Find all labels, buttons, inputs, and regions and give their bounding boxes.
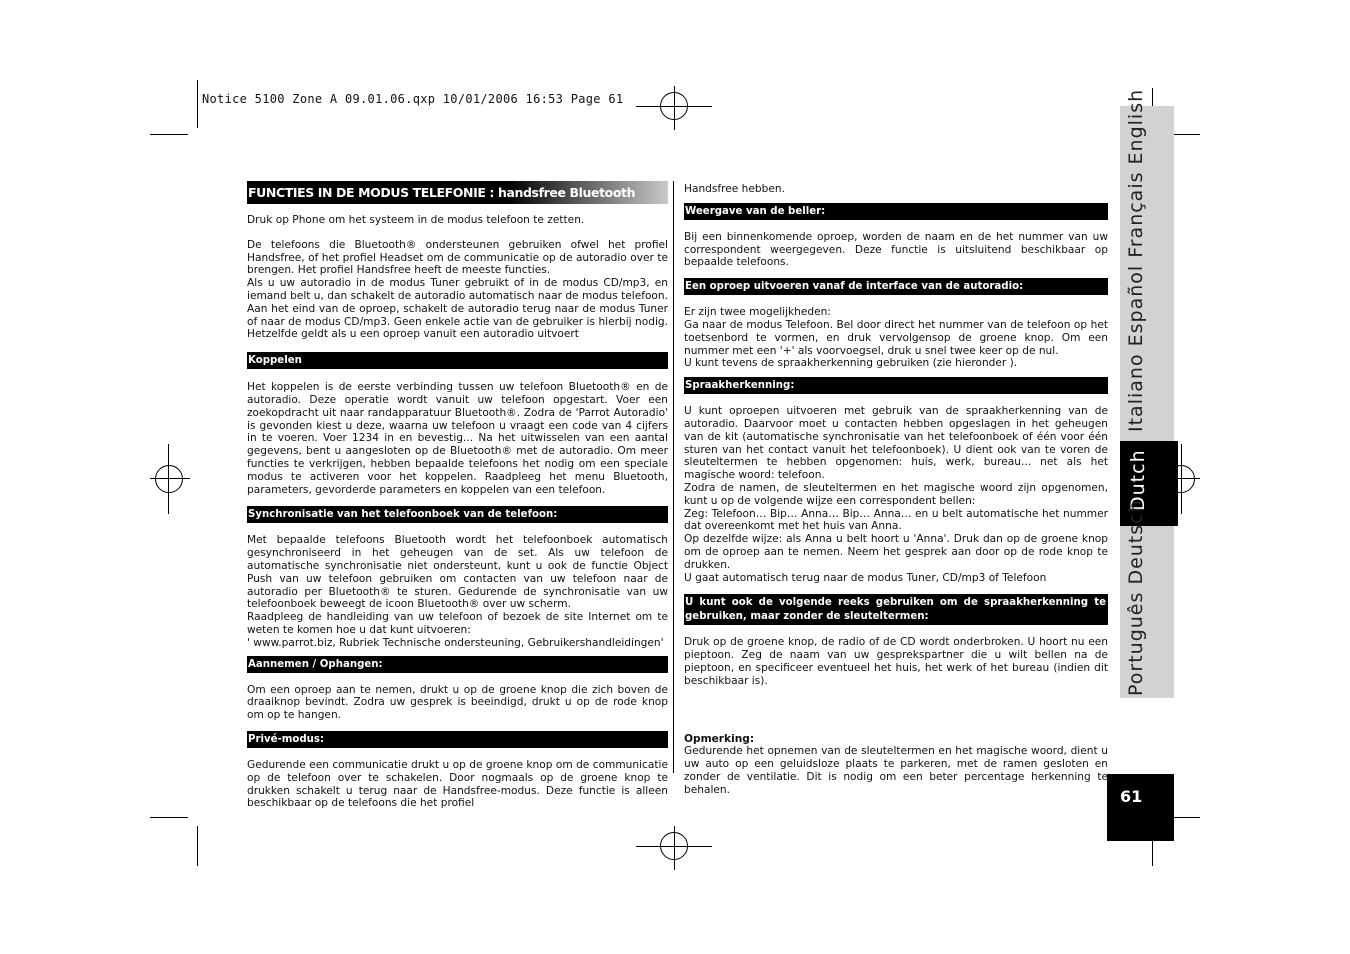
profiles-text: De telefoons die Bluetooth® ondersteunen gebruiken ofwel het profiel Handsfree, of het profiel Headset om de communicatie op de autoradio over te brengen. Het profiel Handsfree heeft de meeste functies. bbox=[247, 238, 668, 277]
crop-mark bbox=[197, 80, 198, 128]
heading-sync: Synchronisatie van het telefoonboek van de telefoon: bbox=[247, 506, 668, 523]
heading-call: Een oproep uitvoeren vanaf de interface van de autoradio: bbox=[684, 278, 1108, 295]
answer-text: Om een oproep aan te nemen, drukt u op de groene knop die zich boven de draaiknop bevindt. Zodra uw gesprek is beeindigd, drukt u op de rode knop om op te hangen. bbox=[247, 683, 668, 722]
call-text-3: U kunt tevens de spraakherkenning gebruiken (zie hieronder ). bbox=[684, 357, 1018, 370]
continuation-text: Handsfree hebben. bbox=[684, 183, 785, 195]
koppelen-text: Het koppelen is de eerste verbinding tussen uw telefoon Bluetooth® en de autoradio. Deze operatie wordt vanuit uw telefoon opgestart. Voer een zoekopdracht uit naar randapparatuur Bluetooth®. Zodra de 'Parrot Autoradio' is gevonden kiest u deze, waarna uw telefoon u vraagt een code van 4 cijfers in te voeren. Voer 1234 in en bevestig... Na het uitwisselen van een aantal gegevens, bent u aangesloten op de Bluetooth® met de autoradio. Om meer functies te verkrijgen, hebben bepaalde telefoons het nodig om een speciale modus te activeren voor het koppelen. Raadpleeg het menu Bluetooth, parameters, gevorderde parameters en koppelen van een telefoon. bbox=[247, 381, 668, 496]
crop-mark bbox=[150, 817, 188, 818]
voice-text-2: Zodra de namen, de sleuteltermen en het magische woord zijn opgenomen, kunt u op de volgende wijze een correspondent bellen: bbox=[684, 481, 1108, 507]
sync-text: Met bepaalde telefoons Bluetooth wordt het telefoonboek automatisch gesynchroniseerd in het geheugen van de set. Als uw telefoon de automatische synchronisatie niet ondersteunt, kunt u ook de functie Object Push van uw telefoon gebruiken om contacten van uw telefoon naar de autoradio per Bluetooth® te sturen. Gedurende de synchronisatie van uw telefoonboek beweegt de icoon Bluetooth® over uw scherm. bbox=[247, 534, 668, 611]
tuner-text: Als u uw autoradio in de modus Tuner gebruikt of in de modus CD/mp3, en iemand belt u, dan schakelt de autoradio automatisch naar de modus telefoon. Aan het eind van de oproep, schakelt de autoradio terug naar de modus Tuner of naar de modus CD/mp3. Geen enkele actie van de gebruiker is hierbij nodig. Hetzelfde geldt als u een oproep vanuit een autoradio uitvoert bbox=[247, 277, 668, 341]
intro-text: Druk op Phone om het systeem in de modus telefoon te zetten. bbox=[247, 214, 585, 226]
left-column bbox=[247, 181, 668, 810]
heading-answer: Aannemen / Ophangen: bbox=[247, 656, 668, 673]
voice-text-3: Zeg: Telefoon… Bip… Anna… Bip… Anna… en u belt automatische het nummer dat overeenkomt met het huis van Anna. bbox=[684, 507, 1108, 533]
sequence-text: Druk op de groene knop, de radio of de CD wordt onderbroken. U hoort nu een pieptoon. Zeg de naam van uw gesprekspartner die u wilt bellen na de pieptoon, en specificeer eventueel het huis, het werk of het bureau (indien dit beschikbaar is). bbox=[684, 636, 1108, 687]
column-divider bbox=[673, 181, 674, 773]
heading-sequence: U kunt ook de volgende reeks gebruiken om de spraakherkenning te gebruiken, maar zonder de sleuteltermen: bbox=[684, 594, 1108, 625]
language-tab-dutch-label: Dutch bbox=[1127, 449, 1149, 511]
print-header: Notice 5100 Zone A 09.01.06.qxp 10/01/2006 16:53 Page 61 bbox=[202, 92, 624, 106]
voice-text-5: U gaat automatisch terug naar de modus Tuner, CD/mp3 of Telefoon bbox=[684, 571, 1047, 584]
right-column bbox=[684, 183, 1108, 797]
page-number: 61 bbox=[1120, 787, 1143, 806]
section-title: FUNCTIES IN DE MODUS TELEFONIE : handsfree Bluetooth bbox=[247, 181, 668, 204]
sync-text-2: Raadpleeg de handleiding van uw telefoon of bezoek de site Internet om te weten te komen hoe u dat kunt uitvoeren: bbox=[247, 611, 668, 636]
heading-voice: Spraakherkenning: bbox=[684, 377, 1108, 394]
private-text: Gedurende een communicatie drukt u op de groene knop om de communicatie op de telefoon over te schakelen. Door nogmaals op de groene knop te drukken schakelt u terug naar de Handsfree-modus. Deze functie is alleen beschikbaar op de telefoons die het profiel bbox=[247, 758, 668, 810]
page-number-box bbox=[1107, 774, 1174, 841]
heading-caller: Weergave van de beller: bbox=[684, 203, 1108, 220]
voice-text-4: Op dezelfde wijze: als Anna u belt hoort u 'Anna'. Druk dan op de groene knop om de oproep aan te nemen. Neem het gesprek aan door op de rode knop te drukken. bbox=[684, 533, 1108, 571]
caller-text: Bij een binnenkomende oproep, worden de naam en de het nummer van uw correspondent weergegeven. Deze functie is uitsluitend beschikbaar op bepaalde telefoons. bbox=[684, 230, 1108, 269]
voice-text-1: U kunt oproepen uitvoeren met gebruik van de spraakherkenning van de autoradio. Daarvoor moet u contacten hebben opgeslagen in het geheugen van de kit (automatische synchronisatie van het telefoonboek of één voor één sturen van het contact vanuit het telefoonboek). U dient ook van te voren de sleuteltermen te hebben opgenomen: huis, werk, bureau... net als het magische woord: telefoon. bbox=[684, 405, 1108, 482]
heading-private: Privé-modus: bbox=[247, 731, 668, 748]
call-text-1: Er zijn twee mogelijkheden: bbox=[684, 306, 831, 319]
heading-koppelen: Koppelen bbox=[247, 352, 668, 369]
crop-mark bbox=[150, 134, 188, 135]
note-label: Opmerking: bbox=[684, 732, 755, 745]
note-text: Gedurende het opnemen van de sleuteltermen en het magische woord, dient u uw auto op een geluidsloze plaats te parkeren, met de ramen gesloten en zonder de ventilatie. Dit is nodig om een beter percentage herkenning te behalen. bbox=[684, 745, 1108, 796]
language-tabs-lower[interactable]: Português Deutsch bbox=[1125, 499, 1147, 696]
sync-text-3: ' www.parrot.biz, Rubriek Technische ondersteuning, Gebruikershandleidingen' bbox=[247, 636, 664, 649]
crop-mark bbox=[197, 826, 198, 866]
language-tabs-upper[interactable]: Italiano Español Français English bbox=[1125, 88, 1147, 432]
call-text-2: Ga naar de modus Telefoon. Bel door direct het nummer van de telefoon op het toetsenbord te vormen, en druk vervolgensop de groene knop. Om een nummer met een '+' als voorvoegsel, druk u snel twee keer op de nul. bbox=[684, 318, 1108, 357]
